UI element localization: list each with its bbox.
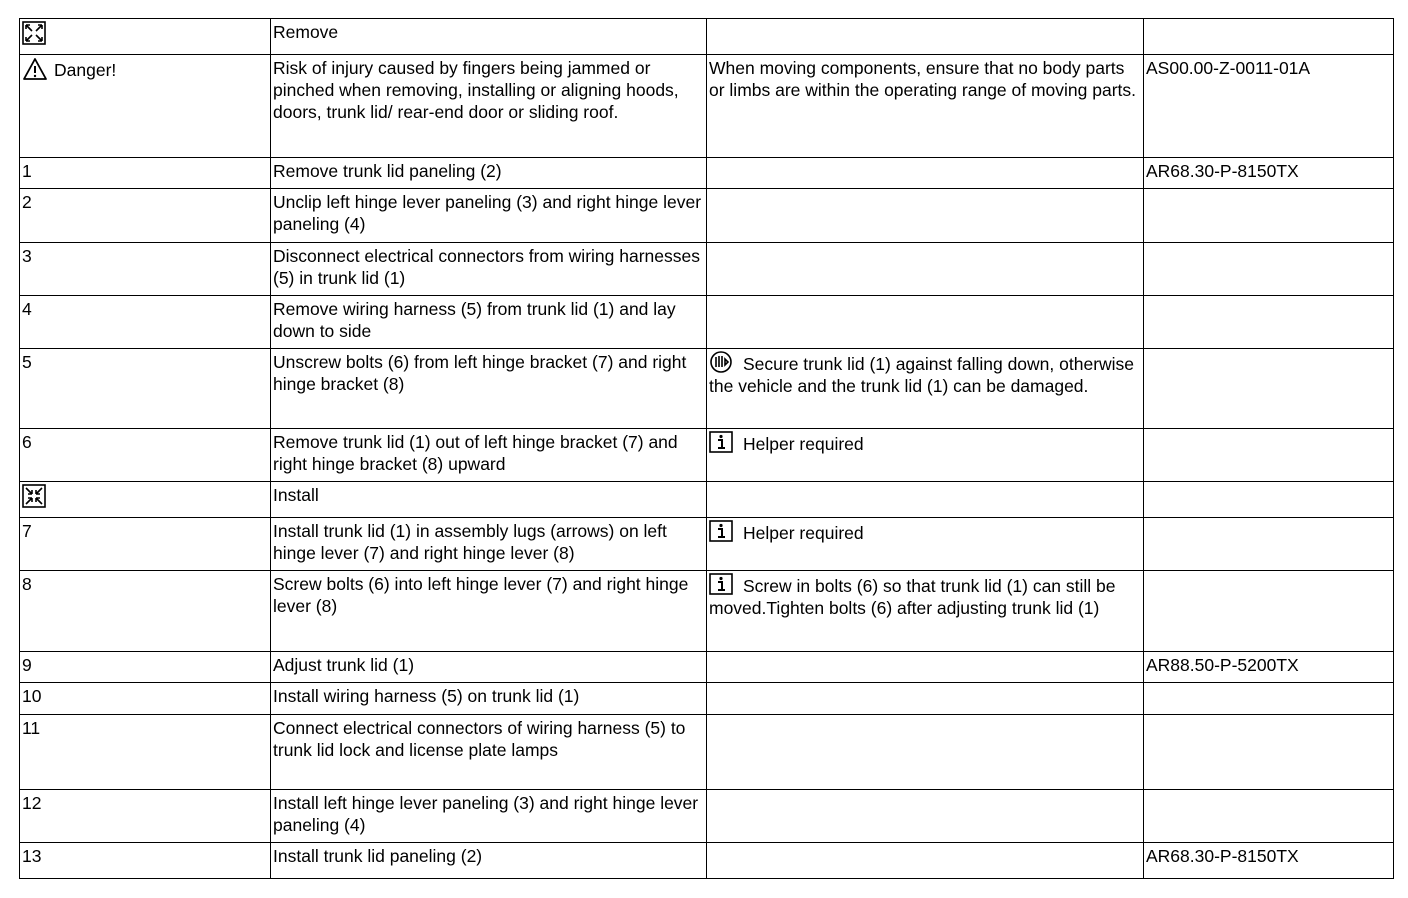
step-note [707, 349, 1144, 429]
step-note [707, 518, 1144, 571]
step-number: 4 [20, 296, 271, 349]
table-row [20, 790, 1394, 843]
info-icon [709, 573, 733, 595]
warning-triangle-icon [22, 57, 48, 81]
step-text: Remove trunk lid paneling (2) [271, 158, 707, 189]
step-number: 7 [20, 518, 271, 571]
step-number: 6 [20, 429, 271, 482]
step-text: Remove wiring harness (5) from trunk lid (1) and lay down to side [271, 296, 707, 349]
step-note-text: Helper required [743, 523, 864, 543]
info-icon [709, 520, 733, 542]
section-title-install: Install [271, 482, 707, 518]
step-note [707, 571, 1144, 652]
step-note-text: Screw in bolts (6) so that trunk lid (1) can still be moved.Tighten bolts (6) after adjusting trunk lid (1) [709, 576, 1116, 618]
step-note-text: Secure trunk lid (1) against falling down, otherwise the vehicle and the trunk lid (1) can be damaged. [709, 354, 1135, 396]
table-row [20, 518, 1394, 571]
step-number: 1 [20, 158, 271, 189]
danger-measure-text: When moving components, ensure that no body parts or limbs are within the operating range of moving parts. [707, 55, 1144, 158]
step-number: 8 [20, 571, 271, 652]
step-text: Unscrew bolts (6) from left hinge bracket (7) and right hinge bracket (8) [271, 349, 707, 429]
table-row [20, 652, 1394, 683]
table-row [20, 189, 1394, 243]
info-icon [709, 431, 733, 453]
step-text: Install left hinge lever paneling (3) and right hinge lever paneling (4) [271, 790, 707, 843]
danger-reference: AS00.00-Z-0011-01A [1144, 55, 1394, 158]
step-text: Disconnect electrical connectors from wiring harnesses (5) in trunk lid (1) [271, 243, 707, 296]
table-row [20, 715, 1394, 790]
table-row [20, 683, 1394, 715]
table-row [20, 158, 1394, 189]
step-number: 2 [20, 189, 271, 243]
step-text: Screw bolts (6) into left hinge lever (7) and right hinge lever (8) [271, 571, 707, 652]
table-row [20, 429, 1394, 482]
step-text: Install trunk lid paneling (2) [271, 843, 707, 879]
table-row [20, 296, 1394, 349]
step-note [707, 429, 1144, 482]
section-title-remove: Remove [271, 19, 707, 55]
step-reference: AR68.30-P-8150TX [1144, 158, 1394, 189]
danger-risk-text: Risk of injury caused by fingers being jammed or pinched when removing, installing or aligning hoods, doors, trunk lid/ rear-end door or sliding roof. [271, 55, 707, 158]
step-text: Connect electrical connectors of wiring harness (5) to trunk lid lock and license plate lamps [271, 715, 707, 790]
danger-label: Danger! [54, 60, 117, 80]
remove-icon-cell [20, 19, 271, 55]
step-note-text: Helper required [743, 434, 864, 454]
remove-symbol-icon [22, 21, 46, 45]
install-symbol-icon [22, 484, 46, 508]
table-row [20, 243, 1394, 296]
step-text: Unclip left hinge lever paneling (3) and right hinge lever paneling (4) [271, 189, 707, 243]
step-number: 11 [20, 715, 271, 790]
install-icon-cell [20, 482, 271, 518]
step-text: Adjust trunk lid (1) [271, 652, 707, 683]
step-reference: AR88.50-P-5200TX [1144, 652, 1394, 683]
step-number: 3 [20, 243, 271, 296]
step-text: Install wiring harness (5) on trunk lid (1) [271, 683, 707, 715]
table-row-danger [20, 55, 1394, 158]
step-text: Remove trunk lid (1) out of left hinge bracket (7) and right hinge bracket (8) upward [271, 429, 707, 482]
table-row [20, 843, 1394, 879]
step-number: 13 [20, 843, 271, 879]
table-row [20, 571, 1394, 652]
caution-hand-icon [709, 351, 733, 373]
danger-cell [20, 55, 271, 158]
table-row [20, 349, 1394, 429]
step-number: 12 [20, 790, 271, 843]
step-reference: AR68.30-P-8150TX [1144, 843, 1394, 879]
step-number: 10 [20, 683, 271, 715]
table-row-install-header [20, 482, 1394, 518]
procedure-table [19, 18, 1394, 879]
step-text: Install trunk lid (1) in assembly lugs (arrows) on left hinge lever (7) and right hinge lever (8) [271, 518, 707, 571]
table-row-remove-header [20, 19, 1394, 55]
step-number: 9 [20, 652, 271, 683]
step-number: 5 [20, 349, 271, 429]
